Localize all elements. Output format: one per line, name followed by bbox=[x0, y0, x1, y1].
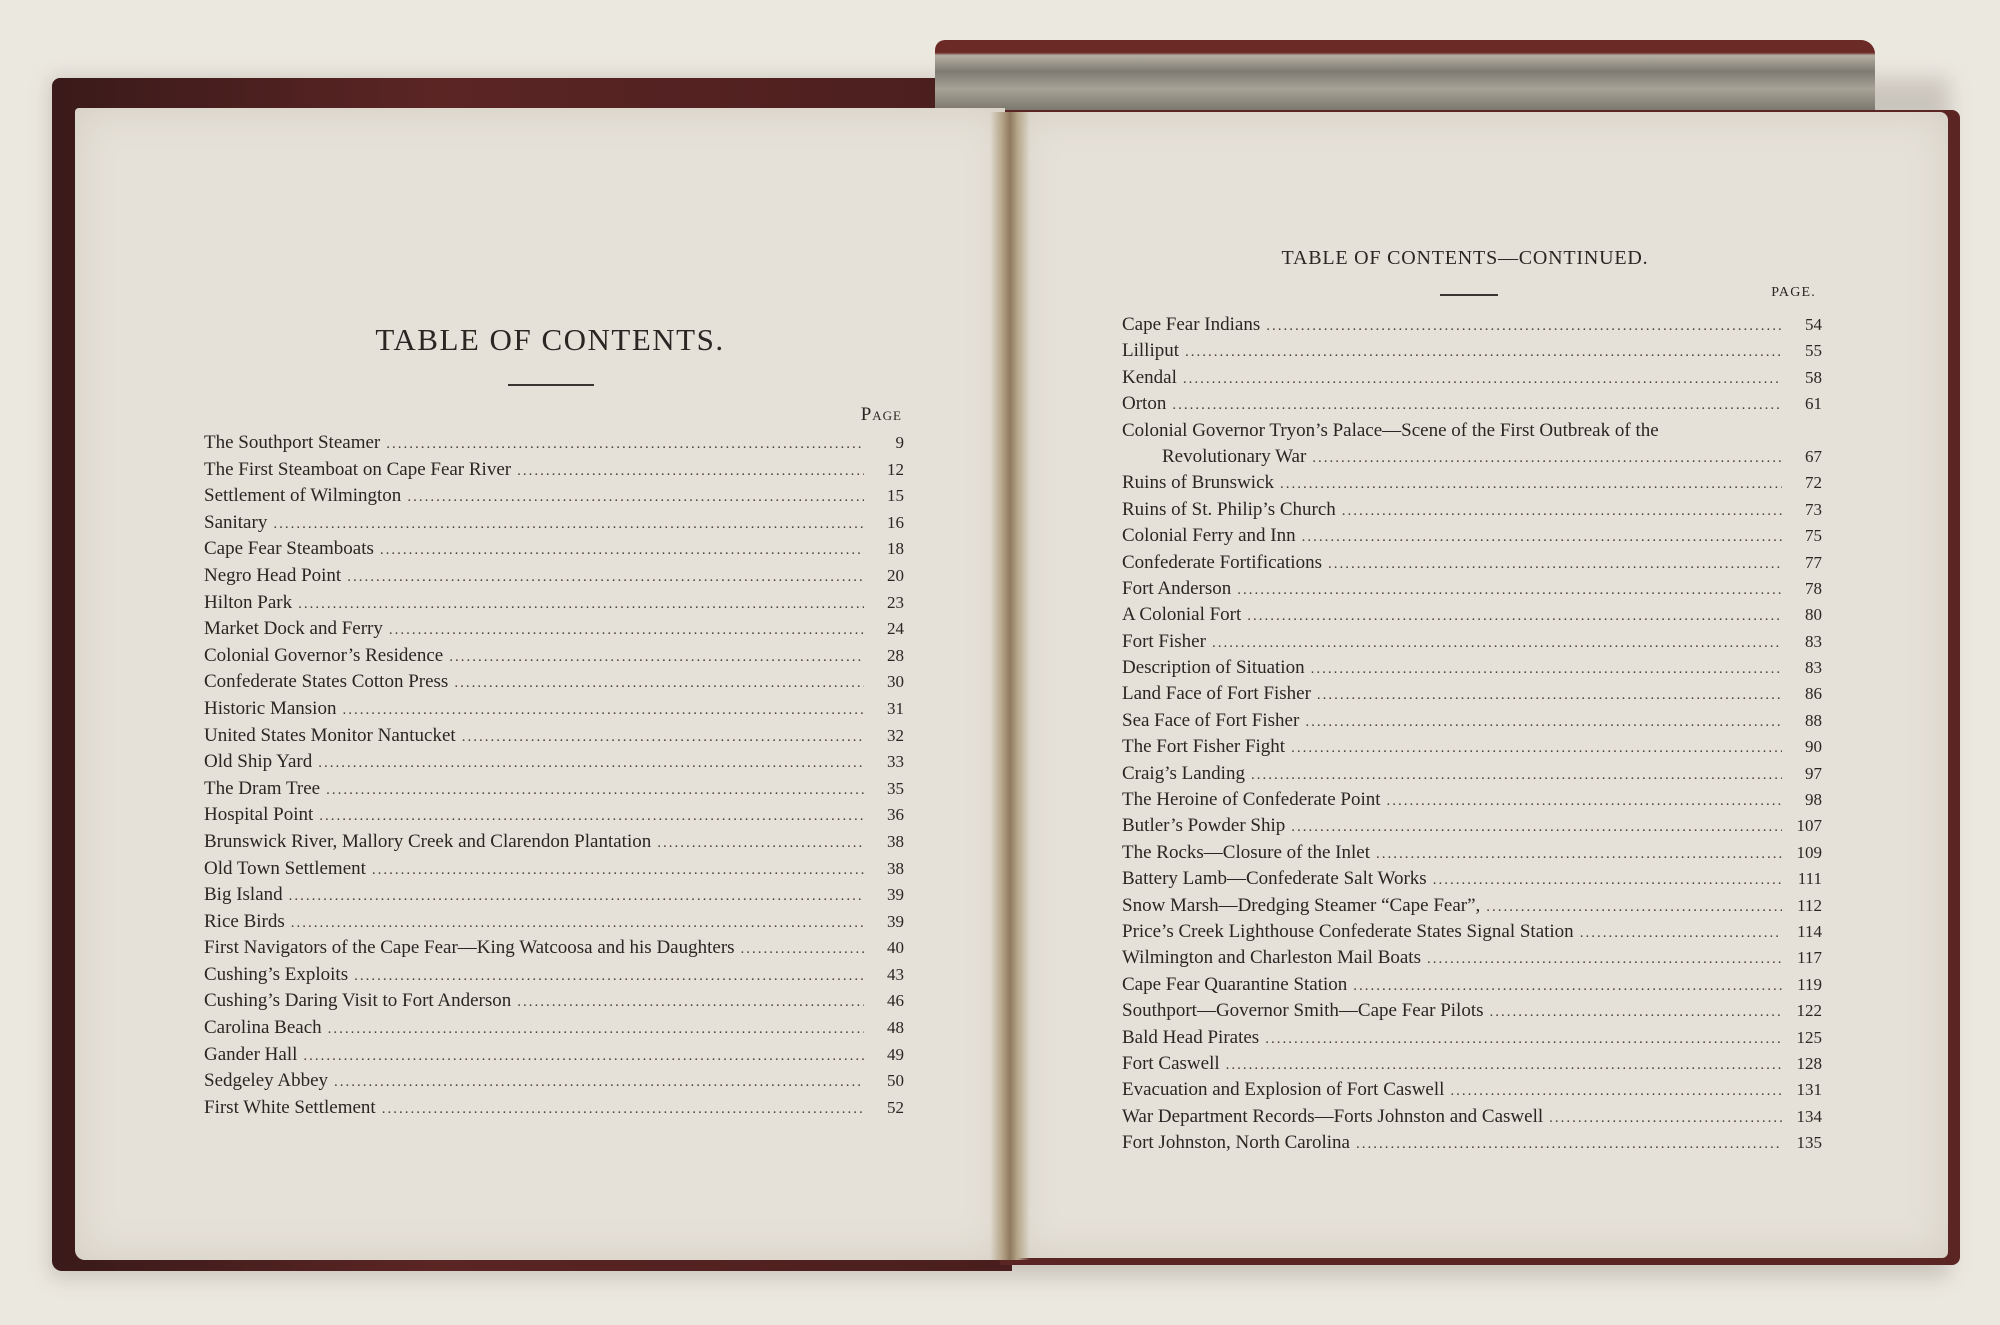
toc-entry-page: 38 bbox=[887, 831, 904, 851]
dot-leader bbox=[326, 782, 864, 799]
dot-leader bbox=[386, 436, 864, 453]
dot-leader bbox=[1280, 476, 1782, 493]
toc-entry-title: Sedgeley Abbey bbox=[204, 1070, 329, 1092]
dot-leader bbox=[657, 835, 864, 852]
toc-entry-title: Gander Hall bbox=[204, 1043, 298, 1065]
dot-leader bbox=[1226, 1057, 1782, 1074]
toc-entry-title: Rice Birds bbox=[204, 910, 285, 932]
toc-entry-page: 58 bbox=[1805, 367, 1822, 387]
toc-entry bbox=[1122, 815, 1822, 841]
toc-entry-page: 80 bbox=[1805, 605, 1822, 625]
toc-entry bbox=[204, 485, 904, 512]
toc-entry-title: Big Island bbox=[204, 884, 283, 906]
toc-entry-title: Battery Lamb—Confederate Salt Works bbox=[1122, 868, 1427, 890]
left-page-title: TABLE OF CONTENTS. bbox=[375, 322, 725, 357]
toc-entry-page: 88 bbox=[1805, 710, 1822, 730]
dot-leader bbox=[449, 649, 864, 666]
toc-entry bbox=[1122, 472, 1822, 498]
toc-entry bbox=[1122, 657, 1822, 683]
toc-entry-page: 39 bbox=[887, 911, 904, 931]
toc-entry-title: Old Ship Yard bbox=[204, 751, 313, 773]
toc-entry-page: 39 bbox=[887, 885, 904, 905]
toc-entry-title: Confederate Fortifications bbox=[1122, 551, 1322, 573]
toc-entry-page: 75 bbox=[1805, 526, 1822, 546]
toc-entry bbox=[204, 964, 904, 991]
dot-leader bbox=[291, 915, 864, 932]
toc-entry-page: 54 bbox=[1805, 315, 1822, 334]
toc-entry-title: The Southport Steamer bbox=[204, 432, 381, 453]
toc-entry bbox=[1122, 525, 1822, 551]
toc-entry-title: Revolutionary War bbox=[1162, 445, 1307, 467]
toc-entry-title: Market Dock and Ferry bbox=[204, 618, 383, 640]
toc-entry-title: Fort Anderson bbox=[1122, 577, 1232, 599]
toc-entry bbox=[1122, 314, 1822, 340]
toc-entry-title: Land Face of Fort Fisher bbox=[1122, 683, 1311, 705]
toc-entry-page: 30 bbox=[887, 672, 904, 692]
toc-entry bbox=[1122, 1132, 1822, 1158]
right-toc-list bbox=[1122, 314, 1822, 1159]
toc-entry-title: A Colonial Fort bbox=[1122, 604, 1242, 626]
toc-entry-title: The Rocks—Closure of the Inlet bbox=[1122, 841, 1371, 863]
dot-leader bbox=[462, 729, 864, 746]
toc-entry-page: 134 bbox=[1796, 1106, 1822, 1126]
dot-leader bbox=[319, 808, 864, 825]
toc-entry-title: Ruins of St. Philip’s Church bbox=[1122, 498, 1336, 520]
toc-entry-title: Brunswick River, Mallory Creek and Clarendon Plantation bbox=[204, 830, 652, 852]
dot-leader bbox=[517, 463, 864, 480]
toc-entry-page: 18 bbox=[887, 539, 904, 559]
toc-entry-page: 20 bbox=[887, 565, 904, 585]
dot-leader bbox=[1486, 899, 1782, 916]
toc-entry-page: 12 bbox=[887, 459, 904, 479]
dot-leader bbox=[1549, 1110, 1782, 1127]
dot-leader bbox=[1311, 661, 1782, 678]
toc-entry-title: Butler’s Powder Ship bbox=[1122, 815, 1286, 837]
toc-entry-title: Sanitary bbox=[204, 511, 268, 533]
toc-entry-title: Cape Fear Indians bbox=[1122, 314, 1261, 335]
toc-entry bbox=[1122, 393, 1822, 419]
toc-entry-title: Orton bbox=[1122, 393, 1167, 415]
toc-entry-page: 61 bbox=[1805, 394, 1822, 414]
toc-entry-page: 112 bbox=[1797, 895, 1822, 915]
toc-entry-page: 98 bbox=[1805, 790, 1822, 810]
toc-entry bbox=[1122, 578, 1822, 604]
dot-leader bbox=[1433, 872, 1782, 889]
toc-entry-title: Evacuation and Explosion of Fort Caswell bbox=[1122, 1079, 1445, 1101]
toc-entry bbox=[1122, 1053, 1822, 1079]
toc-entry-title: Ruins of Brunswick bbox=[1122, 472, 1274, 494]
toc-entry-title: Settlement of Wilmington bbox=[204, 485, 402, 507]
toc-entry bbox=[204, 698, 904, 725]
dot-leader bbox=[1291, 740, 1782, 757]
toc-entry bbox=[1122, 1106, 1822, 1132]
dot-leader bbox=[1376, 846, 1782, 863]
toc-entry-page: 77 bbox=[1805, 552, 1822, 572]
toc-entry-title: Cushing’s Daring Visit to Fort Anderson bbox=[204, 990, 512, 1012]
toc-entry-page: 32 bbox=[887, 725, 904, 745]
toc-entry-page: 67 bbox=[1805, 446, 1822, 466]
toc-entry bbox=[1122, 842, 1822, 868]
dot-leader bbox=[1342, 503, 1782, 520]
toc-entry-page: 28 bbox=[887, 645, 904, 665]
dot-leader bbox=[1427, 951, 1782, 968]
dot-leader bbox=[1237, 582, 1782, 599]
dot-leader bbox=[389, 622, 864, 639]
toc-entry-page: 97 bbox=[1805, 763, 1822, 783]
toc-entry bbox=[1122, 736, 1822, 762]
toc-entry bbox=[204, 645, 904, 672]
toc-entry-title: The Fort Fisher Fight bbox=[1122, 736, 1286, 758]
toc-entry-title: Sea Face of Fort Fisher bbox=[1122, 709, 1300, 731]
book-gutter bbox=[990, 112, 1030, 1260]
dot-leader bbox=[1172, 397, 1782, 414]
toc-entry-title: The Dram Tree bbox=[204, 777, 321, 799]
toc-entry-page: 24 bbox=[887, 619, 904, 639]
toc-entry-page: 122 bbox=[1796, 1001, 1822, 1021]
toc-entry-title: Craig’s Landing bbox=[1122, 762, 1245, 784]
toc-entry-page: 15 bbox=[887, 486, 904, 506]
toc-entry bbox=[1122, 446, 1822, 472]
dot-leader bbox=[1247, 608, 1782, 625]
toc-entry-page: 86 bbox=[1805, 684, 1822, 704]
toc-entry-page: 52 bbox=[887, 1097, 904, 1117]
toc-entry bbox=[204, 459, 904, 486]
toc-entry-page: 78 bbox=[1805, 578, 1822, 598]
toc-entry-page: 48 bbox=[887, 1018, 904, 1038]
toc-entry-title: Fort Caswell bbox=[1122, 1052, 1220, 1074]
toc-entry-title: Southport—Governor Smith—Cape Fear Pilots bbox=[1122, 1000, 1484, 1022]
toc-entry bbox=[1122, 1027, 1822, 1053]
toc-entry-page: 40 bbox=[887, 938, 904, 958]
toc-entry bbox=[204, 1044, 904, 1071]
toc-entry-title: Historic Mansion bbox=[204, 697, 337, 719]
toc-entry-title: Snow Marsh—Dredging Steamer “Cape Fear”, bbox=[1122, 894, 1481, 916]
toc-entry bbox=[1122, 763, 1822, 789]
toc-entry bbox=[204, 1070, 904, 1097]
toc-entry-page: 125 bbox=[1796, 1027, 1822, 1047]
dot-leader bbox=[517, 994, 864, 1011]
toc-entry bbox=[204, 831, 904, 858]
toc-entry-title: Confederate States Cotton Press bbox=[204, 671, 449, 693]
toc-entry bbox=[1122, 604, 1822, 630]
toc-entry bbox=[1122, 683, 1822, 709]
toc-entry-page: 117 bbox=[1797, 948, 1822, 968]
dot-leader bbox=[1317, 687, 1782, 704]
toc-entry-page: 114 bbox=[1797, 921, 1822, 941]
toc-entry-title: Cape Fear Steamboats bbox=[204, 538, 374, 560]
toc-entry-title: Carolina Beach bbox=[204, 1017, 322, 1039]
dot-leader bbox=[407, 489, 864, 506]
toc-entry-page: 23 bbox=[887, 592, 904, 612]
toc-entry-title: Kendal bbox=[1122, 366, 1177, 388]
toc-entry-title: Cushing’s Exploits bbox=[204, 963, 349, 985]
dot-leader bbox=[1251, 767, 1782, 784]
toc-entry-page: 55 bbox=[1805, 341, 1822, 361]
toc-entry bbox=[204, 592, 904, 619]
toc-entry bbox=[204, 858, 904, 885]
toc-entry-title: Fort Johnston, North Carolina bbox=[1122, 1132, 1350, 1154]
toc-entry-title: First Navigators of the Cape Fear—King Watcoosa and his Daughters bbox=[204, 937, 735, 959]
toc-entry-title: Hospital Point bbox=[204, 804, 314, 826]
dot-leader bbox=[1387, 793, 1782, 810]
dot-leader bbox=[354, 968, 864, 985]
toc-entry bbox=[1122, 974, 1822, 1000]
toc-entry bbox=[204, 804, 904, 831]
toc-entry-page: 73 bbox=[1805, 499, 1822, 519]
title-rule bbox=[508, 384, 594, 386]
toc-entry-title: The First Steamboat on Cape Fear River bbox=[204, 458, 512, 480]
toc-entry bbox=[204, 432, 904, 459]
toc-entry-title: Negro Head Point bbox=[204, 564, 342, 586]
toc-entry-page: 131 bbox=[1796, 1080, 1822, 1100]
toc-entry-title: Colonial Governor Tryon’s Palace—Scene of the First Outbreak of the bbox=[1122, 419, 1659, 441]
dot-leader bbox=[454, 675, 864, 692]
toc-entry-page: 46 bbox=[887, 991, 904, 1011]
dot-leader bbox=[303, 1048, 864, 1065]
toc-entry bbox=[1122, 947, 1822, 973]
toc-entry bbox=[204, 751, 904, 778]
toc-entry-title: Cape Fear Quarantine Station bbox=[1122, 973, 1348, 995]
dot-leader bbox=[1356, 1136, 1782, 1153]
toc-entry bbox=[204, 725, 904, 752]
toc-entry bbox=[204, 778, 904, 805]
dot-leader bbox=[1353, 978, 1782, 995]
toc-entry bbox=[1122, 868, 1822, 894]
toc-entry bbox=[204, 565, 904, 592]
toc-entry-title: Colonial Ferry and Inn bbox=[1122, 525, 1296, 547]
toc-entry bbox=[204, 990, 904, 1017]
toc-entry bbox=[1122, 340, 1822, 366]
toc-entry-title: Price’s Creek Lighthouse Confederate States Signal Station bbox=[1122, 920, 1574, 942]
toc-entry bbox=[1122, 367, 1822, 393]
toc-entry-title: United States Monitor Nantucket bbox=[204, 724, 456, 746]
toc-entry-title: Wilmington and Charleston Mail Boats bbox=[1122, 947, 1421, 969]
toc-entry bbox=[204, 538, 904, 565]
toc-entry-page: 38 bbox=[887, 858, 904, 878]
dot-leader bbox=[382, 1101, 864, 1118]
toc-entry-page: 36 bbox=[887, 805, 904, 825]
toc-entry bbox=[1122, 1079, 1822, 1105]
dot-leader bbox=[1450, 1083, 1782, 1100]
dot-leader bbox=[1183, 371, 1782, 388]
toc-entry-page: 33 bbox=[887, 752, 904, 772]
dot-leader bbox=[380, 542, 864, 559]
left-page-column-label: Page bbox=[860, 404, 902, 425]
dot-leader bbox=[289, 888, 864, 905]
toc-entry-title: Old Town Settlement bbox=[204, 857, 366, 879]
right-page-title: TABLE OF CONTENTS—CONTINUED. bbox=[1281, 247, 1649, 269]
dot-leader bbox=[741, 941, 864, 958]
dot-leader bbox=[1490, 1004, 1782, 1021]
dot-leader bbox=[318, 755, 864, 772]
dot-leader bbox=[1291, 819, 1782, 836]
dot-leader bbox=[347, 569, 864, 586]
toc-entry bbox=[1122, 631, 1822, 657]
toc-entry-title: Description of Situation bbox=[1122, 657, 1305, 679]
toc-entry-page: 9 bbox=[895, 433, 904, 452]
toc-entry-title: The Heroine of Confederate Point bbox=[1122, 789, 1381, 811]
toc-entry bbox=[204, 671, 904, 698]
toc-entry bbox=[204, 512, 904, 539]
toc-entry bbox=[204, 1017, 904, 1044]
toc-entry-page: 109 bbox=[1796, 842, 1822, 862]
toc-entry bbox=[1122, 552, 1822, 578]
toc-entry bbox=[204, 884, 904, 911]
left-toc-list bbox=[204, 432, 904, 1123]
toc-entry-page: 119 bbox=[1797, 974, 1822, 994]
toc-entry-page: 49 bbox=[887, 1044, 904, 1064]
title-rule bbox=[1440, 294, 1498, 296]
dot-leader bbox=[1265, 1031, 1782, 1048]
toc-entry-page: 43 bbox=[887, 964, 904, 984]
toc-entry bbox=[204, 911, 904, 938]
toc-entry-title: First White Settlement bbox=[204, 1096, 376, 1118]
toc-entry-title: Fort Fisher bbox=[1122, 630, 1206, 652]
toc-entry-title: Bald Head Pirates bbox=[1122, 1026, 1260, 1048]
toc-entry-page: 72 bbox=[1805, 473, 1822, 493]
dot-leader bbox=[1302, 529, 1782, 546]
dot-leader bbox=[1266, 318, 1782, 335]
dot-leader bbox=[1312, 450, 1782, 467]
dot-leader bbox=[328, 1021, 864, 1038]
page-block-edge bbox=[935, 40, 1875, 110]
toc-entry-page: 128 bbox=[1796, 1053, 1822, 1073]
dot-leader bbox=[1212, 635, 1782, 652]
dot-leader bbox=[298, 596, 864, 613]
dot-leader bbox=[1328, 556, 1782, 573]
toc-entry-title: Lilliput bbox=[1122, 340, 1179, 362]
dot-leader bbox=[1185, 344, 1782, 361]
toc-entry bbox=[204, 937, 904, 964]
dot-leader bbox=[334, 1074, 864, 1091]
toc-entry bbox=[1122, 789, 1822, 815]
toc-entry bbox=[1122, 921, 1822, 947]
toc-entry bbox=[204, 1097, 904, 1124]
toc-entry bbox=[1122, 499, 1822, 525]
toc-entry-title: Hilton Park bbox=[204, 591, 293, 613]
toc-entry-page: 31 bbox=[887, 698, 904, 718]
toc-entry bbox=[204, 618, 904, 645]
toc-entry bbox=[1122, 710, 1822, 736]
dot-leader bbox=[372, 862, 864, 879]
dot-leader bbox=[1580, 925, 1782, 942]
toc-entry-page: 90 bbox=[1805, 737, 1822, 757]
toc-entry bbox=[1122, 420, 1822, 446]
dot-leader bbox=[273, 516, 864, 533]
toc-entry-title: Colonial Governor’s Residence bbox=[204, 644, 444, 666]
toc-entry-page: 83 bbox=[1805, 631, 1822, 651]
toc-entry-title: War Department Records—Forts Johnston and Caswell bbox=[1122, 1105, 1544, 1127]
toc-entry-page: 135 bbox=[1796, 1133, 1822, 1153]
toc-entry-page: 35 bbox=[887, 778, 904, 798]
toc-entry-page: 16 bbox=[887, 512, 904, 532]
right-page-column-label: PAGE. bbox=[1771, 285, 1816, 300]
toc-entry-page: 83 bbox=[1805, 658, 1822, 678]
toc-entry-page: 111 bbox=[1797, 869, 1822, 889]
toc-entry-page: 107 bbox=[1796, 816, 1822, 836]
toc-entry bbox=[1122, 895, 1822, 921]
toc-entry-page: 50 bbox=[887, 1071, 904, 1091]
dot-leader bbox=[1305, 714, 1782, 731]
dot-leader bbox=[342, 702, 864, 719]
toc-entry bbox=[1122, 1000, 1822, 1026]
